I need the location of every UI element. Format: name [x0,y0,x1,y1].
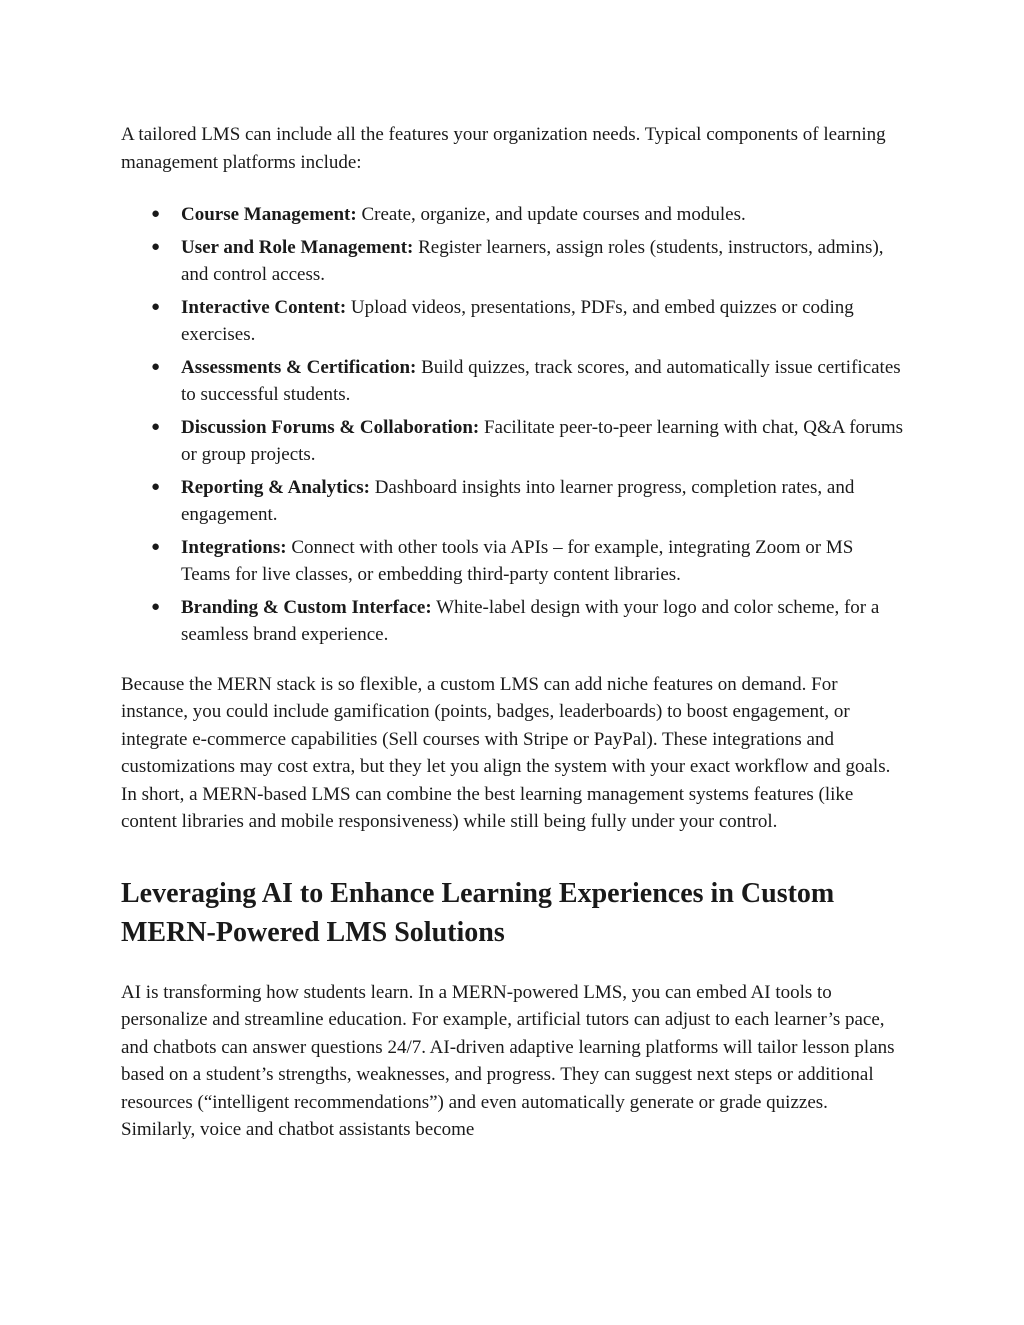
feature-text: Dashboard insights into learner progress, completion rates, and engagement. [181,476,855,525]
feature-title: Interactive Content: [181,296,347,318]
feature-list [121,201,906,649]
bullet-icon: ● [151,206,161,222]
feature-text: Create, organize, and update courses and modules. [356,204,746,225]
list-item [151,414,906,469]
bullet-icon: ● [151,418,161,435]
section-heading: Leveraging AI to Enhance Learning Experiences in Custom MERN-Powered LMS Solutions [121,877,835,948]
list-item [151,534,906,589]
list-item [151,234,906,289]
feature-title: Assessments & Certification: [181,356,417,378]
bullet-icon: ● [151,358,161,375]
feature-text: Upload videos, presentations, PDFs, and embed quizzes or coding exercises. [181,296,854,345]
feature-text: White-label design with your logo and color scheme, for a seamless brand experience. [181,596,880,645]
bullet-icon: ● [151,298,161,315]
list-item [151,294,906,349]
bullet-icon: ● [151,238,161,255]
list-item [151,354,906,409]
feature-text: Register learners, assign roles (students, instructors, admins), and control access. [181,236,884,285]
feature-text: Connect with other tools via APIs – for example, integrating Zoom or MS Teams for live classes, or embedding third-party content libraries. [181,536,854,585]
list-item [151,201,906,229]
document-page [121,121,906,1144]
feature-title: Course Management: [181,204,357,225]
bullet-icon: ● [151,478,161,495]
bullet-icon: ● [151,598,161,615]
mern-paragraph: Because the MERN stack is so flexible, a custom LMS can add niche features on demand. For instance, you could include gamification (points, badges, leaderboards) to boost engagement, or integrate e-commerce capabilities (Sell courses with Stripe or PayPal). These integrations and customizations may cost extra, but they let you align the system with your exact workflow and goals. In short, a MERN-based LMS can combine the best learning management systems features (like content libraries and mobile responsiveness) while still being fully under your control. [121,673,891,832]
feature-title: Reporting & Analytics: [181,476,370,498]
feature-text: Build quizzes, track scores, and automatically issue certificates to successful students. [181,356,901,405]
list-item [151,474,906,529]
bullet-icon: ● [151,538,161,555]
feature-title: Discussion Forums & Collaboration: [181,416,480,438]
ai-paragraph: AI is transforming how students learn. In a MERN-powered LMS, you can embed AI tools to personalize and streamline education. For example, artificial tutors can adjust to each learner’s pace, and chatbots can answer questions 24/7. AI-driven adaptive learning platforms will tailor lesson plans based on a student’s strengths, weaknesses, and progress. They can suggest next steps or additional resources (“intelligent recommendations”) and even automatically generate or grade quizzes. Similarly, voice and chatbot assistants become [121,981,895,1140]
intro-paragraph: A tailored LMS can include all the features your organization needs. Typical components of learning management platforms include: [121,124,886,173]
feature-title: User and Role Management: [181,236,414,258]
feature-text: Facilitate peer-to-peer learning with chat, Q&A forums or group projects. [181,416,904,465]
feature-title: Branding & Custom Interface: [181,596,432,618]
feature-title: Integrations: [181,536,287,558]
list-item [151,594,906,649]
